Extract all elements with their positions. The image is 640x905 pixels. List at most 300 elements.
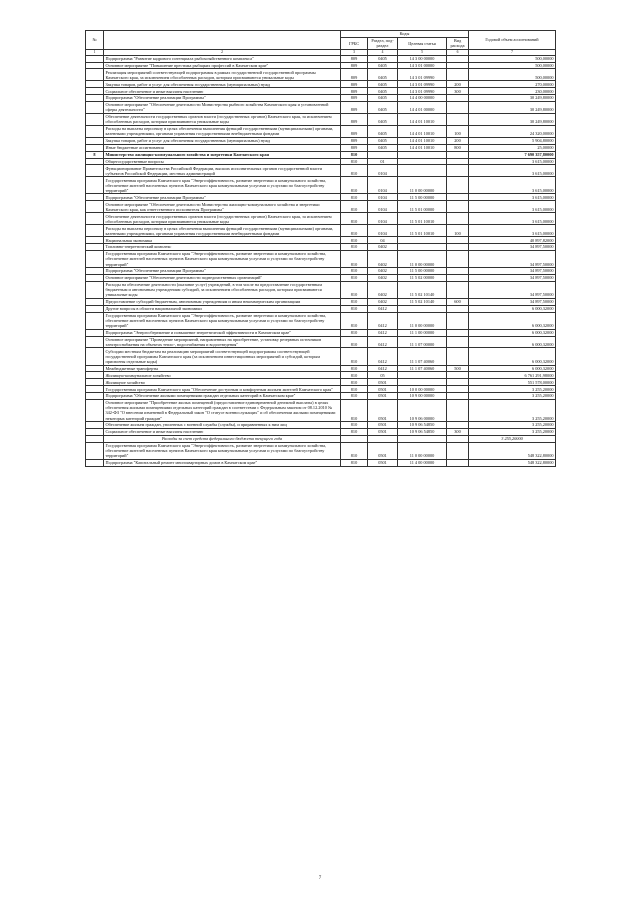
table-row <box>86 95 556 102</box>
row-target-article: 14 4 01 00000 <box>398 101 447 113</box>
row-expense-type: 300 <box>447 428 469 435</box>
row-name: Обеспечение деятельности государственных органов власти (государственных органов) Камчатского края, за исключением обособленных расходов, которым присваиваются уникальные коды <box>104 113 341 125</box>
row-razdel: 04 <box>368 237 398 244</box>
row-expense-type <box>447 372 469 379</box>
row-name: Подпрограмма "Обеспечение реализации Программы" <box>104 95 341 102</box>
row-name: Обеспечение жильем граждан, уволенных с военной службы (службы), и приравненных к ним лиц <box>104 422 341 429</box>
row-amount: 3 255,20000 <box>469 386 556 393</box>
row-razdel: 0412 <box>368 336 398 348</box>
row-expense-type <box>447 281 469 298</box>
row-name: Расходы за счет средств федерального бюджета текущего года <box>104 435 341 442</box>
row-target-article: 11 5 02 10140 <box>398 298 447 305</box>
table-body <box>86 55 556 466</box>
row-grbs: 810 <box>341 237 368 244</box>
row-expense-type <box>447 151 469 158</box>
row-name: Подпрограмма "Обеспечение реализации Программы" <box>104 268 341 275</box>
row-amount: 30 249,80000 <box>469 95 556 102</box>
table-row <box>86 250 556 267</box>
row-number <box>86 125 104 137</box>
row-grbs: 809 <box>341 88 368 95</box>
row-expense-type: 800 <box>447 144 469 151</box>
table-row <box>86 372 556 379</box>
row-grbs: 810 <box>341 194 368 201</box>
table-row <box>86 88 556 95</box>
row-razdel: 0405 <box>368 88 398 95</box>
row-expense-type <box>447 336 469 348</box>
row-number <box>86 137 104 144</box>
row-expense-type <box>447 422 469 429</box>
row-name: Закупка товаров, работ и услуг для обеспечения государственных (муниципальных) нужд <box>104 137 341 144</box>
row-grbs <box>341 435 368 442</box>
row-amount: 34 897,50000 <box>469 268 556 275</box>
row-amount: 3 255,20000 <box>469 422 556 429</box>
row-number <box>86 305 104 312</box>
row-amount: 3 255,20000 <box>469 399 556 421</box>
row-number <box>86 177 104 194</box>
row-razdel: 0412 <box>368 312 398 329</box>
row-expense-type <box>447 459 469 466</box>
row-grbs: 810 <box>341 201 368 213</box>
row-expense-type <box>447 435 469 442</box>
row-grbs: 810 <box>341 274 368 281</box>
row-name: Реализация мероприятий соответствующей подпрограммы в рамках государственной государственной программы Камчатского края, за исключением обособленных расходов, которым присваиваются уникальные коды <box>104 69 341 81</box>
row-name: Топливно-энергетический комплекс <box>104 244 341 251</box>
row-target-article: 14 4 01 10010 <box>398 125 447 137</box>
header-razdel: Раздел, под-раздел <box>368 37 398 49</box>
row-grbs: 810 <box>341 312 368 329</box>
row-amount: 3 615,00000 <box>469 165 556 177</box>
header-vr: Вид расхода <box>447 37 469 49</box>
row-target-article: 10 9 00 00000 <box>398 393 447 400</box>
row-grbs: 810 <box>341 379 368 386</box>
row-expense-type <box>447 250 469 267</box>
row-amount: 548 322,80000 <box>469 459 556 466</box>
header-name <box>104 31 341 50</box>
row-grbs: 809 <box>341 62 368 69</box>
row-grbs: 810 <box>341 151 368 158</box>
row-amount: 34 897,50000 <box>469 298 556 305</box>
row-target-article <box>398 165 447 177</box>
row-expense-type <box>447 312 469 329</box>
row-target-article <box>398 244 447 251</box>
row-razdel: 0412 <box>368 348 398 365</box>
row-name: Социальное обеспечение и иные выплаты населению <box>104 88 341 95</box>
row-name: Государственная программа Камчатского края "Энергоэффективность, развитие энергетики и коммунального хозяйства, обеспечение жителей населенных пунктов Камчатского края коммунальными услугами и услугами по благоустройству территорий" <box>104 442 341 459</box>
row-number <box>86 428 104 435</box>
row-name: Национальная экономика <box>104 237 341 244</box>
row-expense-type <box>447 55 469 62</box>
row-amount: 270,00000 <box>469 81 556 88</box>
row-name: Закупка товаров, работ и услуг для обеспечения государственных (муниципальных) нужд <box>104 81 341 88</box>
row-number <box>86 62 104 69</box>
row-number <box>86 298 104 305</box>
row-name: Основное мероприятие "Обеспечение деятельности Министерства рыбного хозяйства Камчатского края и установленной сферы деятельности" <box>104 101 341 113</box>
row-name: Государственная программа Камчатского края "Энергоэффективность, развитие энергетики и коммунального хозяйства, обеспечение жителей населенных пунктов Камчатского края коммунальными услугами и услугами по благоустройству территорий" <box>104 312 341 329</box>
row-number <box>86 101 104 113</box>
row-target-article: 11 5 00 00000 <box>398 268 447 275</box>
table-row <box>86 379 556 386</box>
row-number <box>86 55 104 62</box>
row-grbs: 810 <box>341 268 368 275</box>
table-row <box>86 399 556 421</box>
row-razdel: 0405 <box>368 137 398 144</box>
row-expense-type <box>447 95 469 102</box>
table-row <box>86 144 556 151</box>
row-grbs: 810 <box>341 305 368 312</box>
row-number <box>86 95 104 102</box>
table-header <box>86 31 556 56</box>
row-amount: 34 897,50000 <box>469 274 556 281</box>
row-expense-type <box>447 177 469 194</box>
row-amount: 500,00000 <box>469 69 556 81</box>
row-grbs: 809 <box>341 137 368 144</box>
row-grbs: 810 <box>341 213 368 225</box>
table-row <box>86 348 556 365</box>
row-razdel: 0104 <box>368 177 398 194</box>
row-grbs: 810 <box>341 177 368 194</box>
row-name: Субсидии местным бюджетам на реализацию мероприятий соответствующей подпрограммы соответствующей государственной программы Камчатского края (за исключением инвестиционных мероприятий и субсидий, которым присвоены отдельные коды) <box>104 348 341 365</box>
row-grbs: 810 <box>341 244 368 251</box>
row-grbs: 809 <box>341 101 368 113</box>
row-target-article: 11 5 00 00000 <box>398 194 447 201</box>
row-name: Предоставление субсидий бюджетным, автономным учреждениям и иным некоммерческим организациям <box>104 298 341 305</box>
row-target-article: 14 3 00 00000 <box>398 55 447 62</box>
row-expense-type <box>447 213 469 225</box>
row-target-article: 14 3 01 00000 <box>398 62 447 69</box>
table-row <box>86 237 556 244</box>
row-expense-type <box>447 237 469 244</box>
row-grbs: 810 <box>341 165 368 177</box>
row-razdel: 0405 <box>368 101 398 113</box>
row-target-article <box>398 151 447 158</box>
table-row <box>86 194 556 201</box>
row-amount: 6 000,32000 <box>469 348 556 365</box>
row-number <box>86 281 104 298</box>
table-row <box>86 137 556 144</box>
table-row <box>86 329 556 336</box>
row-name: Основное мероприятие "Приобретение жилых помещений (предоставление единовременной денежной выплаты) в целях обеспечения жилыми помещениями отдельных категорий граждан в соответствии с Федеральным законом от 08.12.2010 № 342-ФЗ "О внесении изменений в Федеральный закон "О статусе военнослужащих" и об обеспечении жилыми помещениями некоторых категорий граждан" <box>104 399 341 421</box>
row-razdel <box>368 151 398 158</box>
row-name: Межбюджетные трансферты <box>104 365 341 372</box>
row-number <box>86 399 104 421</box>
row-razdel: 0402 <box>368 274 398 281</box>
table-row <box>86 386 556 393</box>
row-number <box>86 237 104 244</box>
row-target-article: 11 0 00 00000 <box>398 177 447 194</box>
row-expense-type: 100 <box>447 225 469 237</box>
row-target-article: 14 3 01 09990 <box>398 69 447 81</box>
row-amount: 3 255,20000 <box>469 435 556 442</box>
row-amount: 230,00000 <box>469 88 556 95</box>
row-amount: 34 897,50000 <box>469 250 556 267</box>
row-number <box>86 201 104 213</box>
row-amount: 30 249,80000 <box>469 101 556 113</box>
row-name: Подпрограмма "Обеспечение реализации Программы" <box>104 194 341 201</box>
row-razdel: 0104 <box>368 201 398 213</box>
row-razdel: 0402 <box>368 250 398 267</box>
row-name: Обеспечение деятельности государственных органов власти (государственных органов) Камчатского края, за исключением обособленных расходов, которым присваиваются уникальные коды <box>104 213 341 225</box>
row-amount: 3 615,00000 <box>469 158 556 165</box>
page-number: 7 <box>318 876 322 881</box>
row-expense-type <box>447 268 469 275</box>
table-row <box>86 336 556 348</box>
row-grbs: 810 <box>341 348 368 365</box>
row-expense-type <box>447 158 469 165</box>
row-expense-type <box>447 101 469 113</box>
row-expense-type <box>447 386 469 393</box>
row-target-article: 11 1 07 40060 <box>398 348 447 365</box>
row-target-article: 14 3 01 09990 <box>398 88 447 95</box>
table-row <box>86 312 556 329</box>
table-row <box>86 158 556 165</box>
row-name: Жилищно-коммунальное хозяйство <box>104 372 341 379</box>
row-grbs: 810 <box>341 442 368 459</box>
row-razdel: 0501 <box>368 379 398 386</box>
row-razdel: 0405 <box>368 62 398 69</box>
row-expense-type <box>447 442 469 459</box>
row-number <box>86 250 104 267</box>
row-target-article: 10 9 06 00000 <box>398 399 447 421</box>
row-amount: 40 897,82000 <box>469 237 556 244</box>
row-number <box>86 459 104 466</box>
table-row <box>86 177 556 194</box>
row-razdel: 0501 <box>368 428 398 435</box>
colnum: 5 <box>398 49 447 55</box>
row-amount: 25,00000 <box>469 144 556 151</box>
row-name: Государственная программа Камчатского края "Энергоэффективность, развитие энергетики и коммунального хозяйства, обеспечение жителей населенных пунктов Камчатского края коммунальными услугами и услугами по благоустройству территорий" <box>104 177 341 194</box>
colnum: 2 <box>104 49 341 55</box>
table-row <box>86 459 556 466</box>
row-name: Подпрограмма "Капитальный ремонт многоквартирных домов в Камчатском крае" <box>104 459 341 466</box>
row-amount: 6 000,32000 <box>469 329 556 336</box>
row-name: Другие вопросы в области национальной экономики <box>104 305 341 312</box>
row-razdel: 0405 <box>368 69 398 81</box>
row-amount: 24 320,00000 <box>469 125 556 137</box>
row-razdel: 0104 <box>368 194 398 201</box>
row-amount: 6 000,32000 <box>469 305 556 312</box>
row-expense-type: 200 <box>447 81 469 88</box>
table-row <box>86 151 556 158</box>
row-target-article <box>398 435 447 442</box>
row-number <box>86 225 104 237</box>
row-expense-type: 500 <box>447 365 469 372</box>
row-number <box>86 379 104 386</box>
row-name: Государственная программа Камчатского края "Энергоэффективность, развитие энергетики и коммунального хозяйства, обеспечение жителей населенных пунктов Камчатского края коммунальными услугами и услугами по благоустройству территорий" <box>104 250 341 267</box>
header-total: Годовой объем ассигнований <box>469 31 556 50</box>
row-name: Иные бюджетные ассигнования <box>104 144 341 151</box>
row-expense-type <box>447 113 469 125</box>
row-razdel: 0501 <box>368 442 398 459</box>
row-razdel: 0501 <box>368 399 398 421</box>
row-target-article: 11 5 02 10140 <box>398 281 447 298</box>
colnum: 7 <box>469 49 556 55</box>
row-amount: 500,00000 <box>469 55 556 62</box>
row-name: Основное мероприятие "Повышение престижа рыбацких профессий в Камчатском крае" <box>104 62 341 69</box>
row-razdel: 0501 <box>368 459 398 466</box>
row-expense-type <box>447 379 469 386</box>
row-target-article: 11 5 01 10010 <box>398 225 447 237</box>
row-target-article: 14 4 01 10010 <box>398 137 447 144</box>
row-amount: 548 322,80000 <box>469 442 556 459</box>
row-number <box>86 113 104 125</box>
row-razdel: 0501 <box>368 386 398 393</box>
colnum: 3 <box>341 49 368 55</box>
row-amount: 6 000,32000 <box>469 336 556 348</box>
colnum: 6 <box>447 49 469 55</box>
row-amount: 500,00000 <box>469 62 556 69</box>
row-number <box>86 194 104 201</box>
row-name: Функционирование Правительства Российской Федерации, высших исполнительных органов государственной власти субъектов Российской Федерации, местных администраций <box>104 165 341 177</box>
row-expense-type: 100 <box>447 125 469 137</box>
row-target-article: 10 9 06 54850 <box>398 428 447 435</box>
row-razdel: 05 <box>368 372 398 379</box>
row-expense-type: 600 <box>447 298 469 305</box>
row-razdel: 0405 <box>368 144 398 151</box>
row-expense-type <box>447 399 469 421</box>
row-number <box>86 442 104 459</box>
row-grbs: 810 <box>341 399 368 421</box>
row-grbs: 809 <box>341 95 368 102</box>
row-razdel: 0104 <box>368 165 398 177</box>
table-row <box>86 305 556 312</box>
table-row <box>86 393 556 400</box>
row-amount: 3 255,20000 <box>469 428 556 435</box>
row-grbs: 809 <box>341 69 368 81</box>
row-number <box>86 158 104 165</box>
row-razdel: 0104 <box>368 225 398 237</box>
row-expense-type <box>447 201 469 213</box>
row-target-article: 11 1 07 00000 <box>398 336 447 348</box>
row-number <box>86 365 104 372</box>
row-amount: 3 615,00000 <box>469 194 556 201</box>
header-csr: Целевая статья <box>398 37 447 49</box>
row-razdel: 0405 <box>368 81 398 88</box>
table-row <box>86 298 556 305</box>
row-grbs: 809 <box>341 113 368 125</box>
row-target-article: 14 4 01 10010 <box>398 113 447 125</box>
row-target-article: 11 5 01 10010 <box>398 213 447 225</box>
row-razdel: 0405 <box>368 55 398 62</box>
row-razdel: 01 <box>368 158 398 165</box>
row-target-article: 11 1 07 40060 <box>398 365 447 372</box>
row-amount: 30 249,80000 <box>469 113 556 125</box>
row-target-article: 14 4 00 00000 <box>398 95 447 102</box>
row-number <box>86 372 104 379</box>
row-target-article: 14 3 01 09990 <box>398 81 447 88</box>
row-name: Подпрограмма "Энергосбережение и повышение энергетической эффективности в Камчатском крае" <box>104 329 341 336</box>
budget-table <box>85 30 556 467</box>
row-razdel: 0104 <box>368 213 398 225</box>
header-grbs: ГРБС <box>341 37 368 49</box>
table-row <box>86 213 556 225</box>
header-codes: Коды <box>341 31 469 38</box>
row-grbs: 810 <box>341 372 368 379</box>
row-number <box>86 88 104 95</box>
colnum: 1 <box>86 49 104 55</box>
row-razdel: 0412 <box>368 329 398 336</box>
table-row <box>86 442 556 459</box>
row-target-article <box>398 237 447 244</box>
row-number <box>86 422 104 429</box>
row-grbs: 809 <box>341 81 368 88</box>
header-num: № <box>86 31 104 50</box>
row-razdel: 0402 <box>368 268 398 275</box>
row-target-article <box>398 372 447 379</box>
table-row <box>86 244 556 251</box>
table-row <box>86 225 556 237</box>
table-row <box>86 201 556 213</box>
row-target-article: 11 0 00 00000 <box>398 250 447 267</box>
table-row <box>86 428 556 435</box>
row-name: Общегосударственные вопросы <box>104 158 341 165</box>
table-row <box>86 113 556 125</box>
row-amount: 6 000,32000 <box>469 365 556 372</box>
row-grbs: 810 <box>341 298 368 305</box>
row-amount: 34 897,50000 <box>469 244 556 251</box>
row-target-article <box>398 305 447 312</box>
row-grbs: 810 <box>341 422 368 429</box>
table-row <box>86 365 556 372</box>
row-razdel: 0405 <box>368 125 398 137</box>
row-expense-type: 300 <box>447 88 469 95</box>
row-amount: 551 578,00000 <box>469 379 556 386</box>
row-grbs: 810 <box>341 281 368 298</box>
row-number <box>86 386 104 393</box>
row-grbs: 810 <box>341 428 368 435</box>
row-razdel <box>368 435 398 442</box>
row-name: Социальное обеспечение и иные выплаты населению <box>104 428 341 435</box>
row-grbs: 810 <box>341 250 368 267</box>
row-name: Основное мероприятие "Обеспечение деятельности Министерства жилищно-коммунального хозяйства и энергетики Камчатского края, как ответственного исполнителя Программы" <box>104 201 341 213</box>
row-number <box>86 213 104 225</box>
table-row <box>86 268 556 275</box>
row-amount: 3 615,00000 <box>469 177 556 194</box>
row-name: Подпрограмма "Развитие кадрового потенциала рыбохозяйственного комплекса" <box>104 55 341 62</box>
row-number <box>86 244 104 251</box>
row-amount: 34 897,50000 <box>469 281 556 298</box>
row-target-article: 11 0 00 00000 <box>398 312 447 329</box>
row-amount: 3 255,20000 <box>469 393 556 400</box>
row-name: Расходы на выплаты персоналу в целях обеспечения выполнения функций государственными (муниципальными) органами, казенными учреждениями, органами управления государственными внебюджетными фондами <box>104 125 341 137</box>
budget-table-container <box>85 30 555 467</box>
row-grbs: 809 <box>341 55 368 62</box>
row-expense-type <box>447 244 469 251</box>
row-number <box>86 312 104 329</box>
row-amount: 3 615,00000 <box>469 213 556 225</box>
colnum: 4 <box>368 49 398 55</box>
row-razdel: 0405 <box>368 113 398 125</box>
row-grbs: 810 <box>341 459 368 466</box>
row-number <box>86 268 104 275</box>
table-row <box>86 125 556 137</box>
row-amount: 3 615,00000 <box>469 225 556 237</box>
row-number <box>86 81 104 88</box>
row-grbs: 810 <box>341 158 368 165</box>
row-target-article: 11 0 00 00000 <box>398 442 447 459</box>
row-expense-type <box>447 69 469 81</box>
row-target-article: 14 4 01 10010 <box>398 144 447 151</box>
row-expense-type <box>447 329 469 336</box>
row-grbs: 810 <box>341 365 368 372</box>
row-amount: 6 761 291,98000 <box>469 372 556 379</box>
row-grbs: 810 <box>341 386 368 393</box>
table-row <box>86 69 556 81</box>
row-name: Жилищное хозяйство <box>104 379 341 386</box>
row-amount: 7 690 357,80000 <box>469 151 556 158</box>
row-grbs: 809 <box>341 144 368 151</box>
row-number <box>86 336 104 348</box>
row-amount: 3 615,00000 <box>469 201 556 213</box>
